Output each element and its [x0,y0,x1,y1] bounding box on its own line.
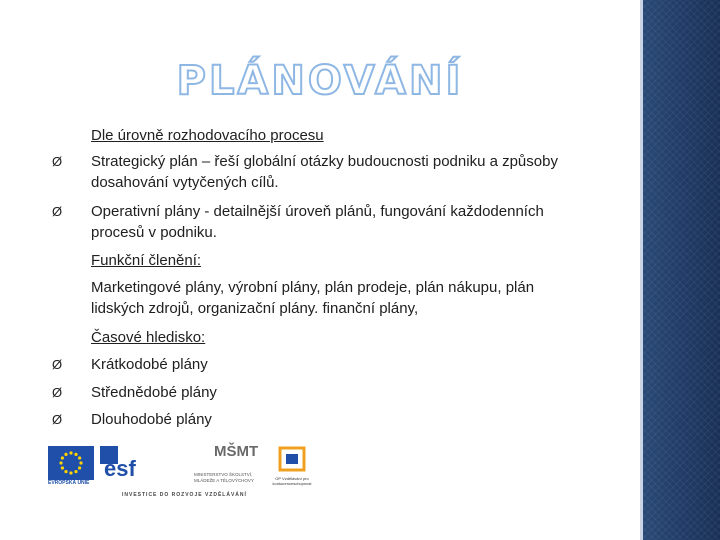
short-term-item: Krátkodobé plány [91,356,208,373]
bullet-arrow-icon: Ø [52,357,63,372]
decorative-side-strip [640,0,720,540]
eu-caption: EVROPSKÁ UNIE [48,480,90,486]
time-heading: Časové hledisko: [91,329,206,346]
eu-flag-icon [48,446,94,480]
mid-term-item: Střednědobé plány [91,384,217,401]
strategic-plan-line-2: dosahování vytyčených cílů. [91,174,279,191]
msmt-mark: MŠMT [214,443,259,460]
decision-heading: Dle úrovně rozhodovacího procesu [91,127,324,144]
bullet-arrow-icon: Ø [52,204,63,219]
bullet-arrow-icon: Ø [52,412,63,427]
long-term-item: Dlouhodobé plány [91,411,212,428]
esf-logo-icon [98,446,144,480]
strategic-plan-line-1: Strategický plán – řeší globální otázky budoucnosti podniku a způsoby [91,153,558,170]
functional-line-2: lidských zdrojů, organizační plány. finanční plány, [91,300,419,317]
operative-plan-line-2: procesů v podniku. [91,224,217,241]
op-logo-icon [268,446,316,488]
msmt-caption: MINISTERSTVO ŠKOLSTVÍ, MLÁDEŽE A TĚLOVÝCHOVY [194,472,254,483]
esf-label: esf [104,456,136,480]
functional-line-1: Marketingové plány, výrobní plány, plán prodeje, plán nákupu, plán [91,279,535,296]
msmt-logo-icon [186,443,266,486]
investment-caption: INVESTICE DO ROZVOJE VZDĚLÁVÁNÍ [122,492,247,498]
functional-heading: Funkční členění: [91,252,202,269]
operative-plan-line-1: Operativní plány - detailnější úroveň plánů, fungování každodenních [91,203,544,220]
op-caption: OP Vzdělávání pro konkurenceschopnost [272,476,312,486]
bullet-arrow-icon: Ø [52,154,63,169]
funding-logos [48,443,318,502]
slide-title: PLÁNOVÁNÍ [176,58,464,104]
bullet-arrow-icon: Ø [52,385,63,400]
